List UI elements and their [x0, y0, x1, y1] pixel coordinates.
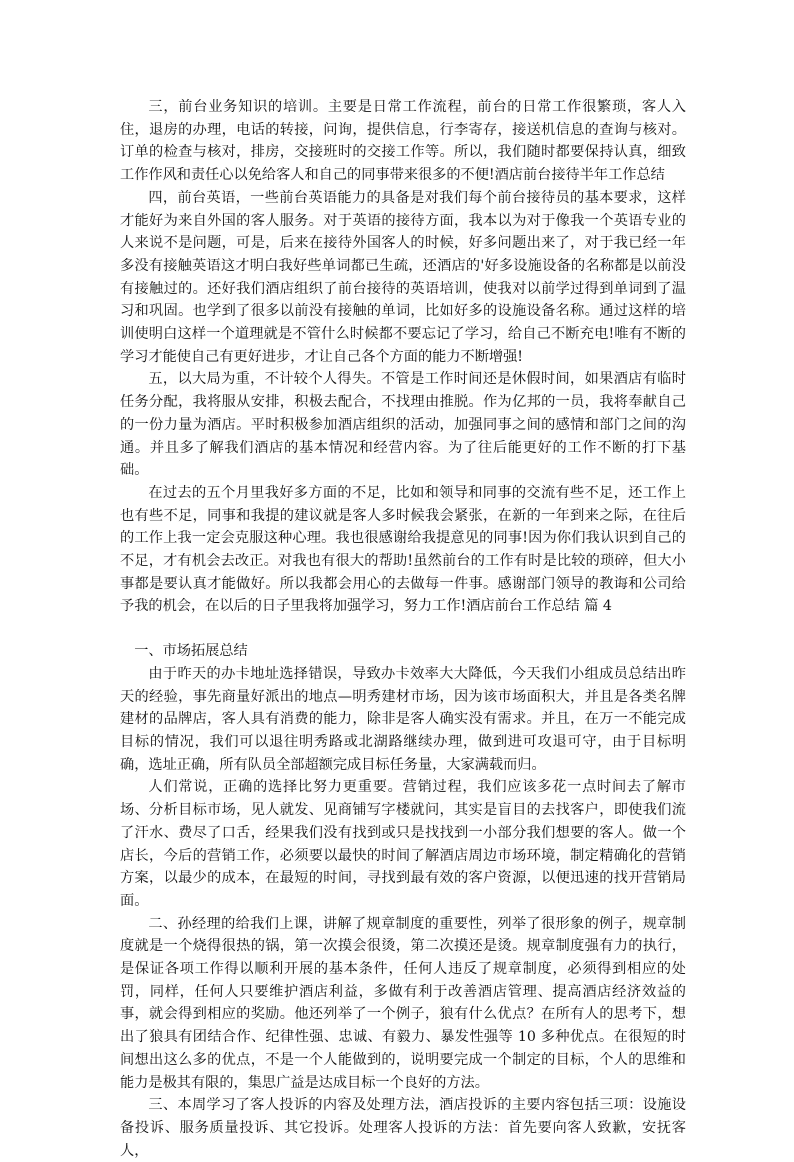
paragraph-front-desk-english: 四，前台英语，一些前台英语能力的具备是对我们每个前台接待员的基本要求，这样才能好为来自外国的客人服务。对于英语的接待方面，我本以为对于像我一个英语专业的人来说不是问题，可是，后来在接待外国客人的时候，好多问题出来了，对于我已经一年多没有接触英语这才明白我好些单词都已生疏，还酒店的'好多设施设备的名称都是以前没有接触过的。还好我们酒店组织了前台接待的英语培训，使我对以前学过得到单词到了温习和巩固。也学到了很多以前没有接触的单词，比如好多的设施设备名称。通过这样的培训使明白这样一个道理就是不管什么时候都不要忘记了学习，给自己不断充电!唯有不断的学习才能使自己有更好进步，才让自己各个方面的能力不断增强! — [120, 189, 686, 365]
paragraph-front-desk-training: 三，前台业务知识的培训。主要是日常工作流程，前台的日常工作很繁琐，客人入住，退房的办理，电话的转接，问询，提供信息，行李寄存，接送机信息的查询与核对。订单的检查与核对，排房，交接班时的交接工作等。所以，我们随时都要保持认真，细致工作作风和责任心以免给客人和自己的同事带来很多的不便!酒店前台接待半年工作总结 — [120, 99, 686, 184]
section-heading-market-expansion: 一、市场拓展总结 — [134, 643, 248, 660]
paragraph-complaint-handling: 三、本周学习了客人投诉的内容及处理方法，酒店投诉的主要内容包括三项：设施设备投诉、服务质量投诉、其它投诉。处理客人投诉的方法：首先要向客人致歉，安抚客人， — [120, 1097, 686, 1159]
section-spacer — [120, 618, 686, 640]
document-page — [120, 96, 686, 1162]
paragraph-rules-lesson: 二、孙经理的给我们上课，讲解了规章制度的重要性，列举了很形象的例子，规章制度就是一个烧得很热的锅，第一次摸会很烫，第二次摸还是烫。规章制度强有力的执行，是保证各项工作得以顺利开展的基本条件，任何人违反了规章制度，必须得到相应的处罚，同样，任何人只要维护酒店利益，多做有利于改善酒店管理、提高酒店经济效益的事，就会得到相应的奖励。他还列举了一个例子，狼有什么优点？在所有人的思考下，想出了狼具有团结合作、纪律性强、忠诚、有毅力、暴发性强等 10 多种优点。在很短的时间想出这么多的优点，不是一个人能做到的，说明要完成一个制定的目标，个人的思维和能力是极其有限的，集思广益是达成目标一个良好的方法。 — [120, 915, 686, 1091]
paragraph-right-choice: 人们常说，正确的选择比努力更重要。营销过程，我们应该多花一点时间去了解市场、分析目标市场，见人就发、见商铺写字楼就问，其实是盲目的去找客户，即使我们流了汗水、费尽了口舌，经果我们没有找到或只是找找到一小部分我们想要的客人。做一个店长，今后的营销工作，必须要以最快的时间了解酒店周边市场环境，制定精确化的营销方案，以最少的成本，在最短的时间，寻找到最有效的客户资源，以便迅速的找开营销局面。 — [120, 779, 686, 909]
paragraph-past-five-months: 在过去的五个月里我好多方面的不足，比如和领导和同事的交流有些不足，还工作上也有些不足，同事和我提的建议就是客人多时候我会紧张，在新的一年到来之际，在往后的工作上我一定会克服这种心理。我也很感谢给我提意见的同事!因为你们我认识到自己的不足，才有机会去改正。对我也有很大的帮助!虽然前台的工作有时是比较的琐碎，但大小事都是要认真才能做好。所以我都会用心的去做每一件事。感谢部门领导的教诲和公司给予我的机会，在以后的日子里我将加强学习，努力工作!酒店前台工作总结 篇 4 — [120, 484, 686, 615]
paragraph-card-location: 由于昨天的办卡地址选择错误，导致办卡效率大大降低，今天我们小组成员总结出昨天的经验，事先商量好派出的地点—明秀建材市场，因为该市场面积大，并且是各类名牌建材的品牌店，客人具有消费的能力，除非是客人确实没有需求。并且，在万一不能完成目标的情况，我们可以退往明秀路或北湖路继续办理，做到进可攻退可守，由于目标明确，选址正确，所有队员全部超额完成目标任务量，大家满载而归。 — [120, 665, 686, 773]
paragraph-overall-interest: 五，以大局为重，不计较个人得失。不管是工作时间还是休假时间，如果酒店有临时任务分配，我将服从安排，积极去配合，不找理由推脱。作为亿邦的一员，我将奉献自己的一份力量为酒店。平时积极参加酒店组织的活动，加强同事之间的感情和部门之间的沟通。并且多了解我们酒店的基本情况和经营内容。为了往后能更好的工作不断的打下基础。 — [120, 371, 686, 479]
